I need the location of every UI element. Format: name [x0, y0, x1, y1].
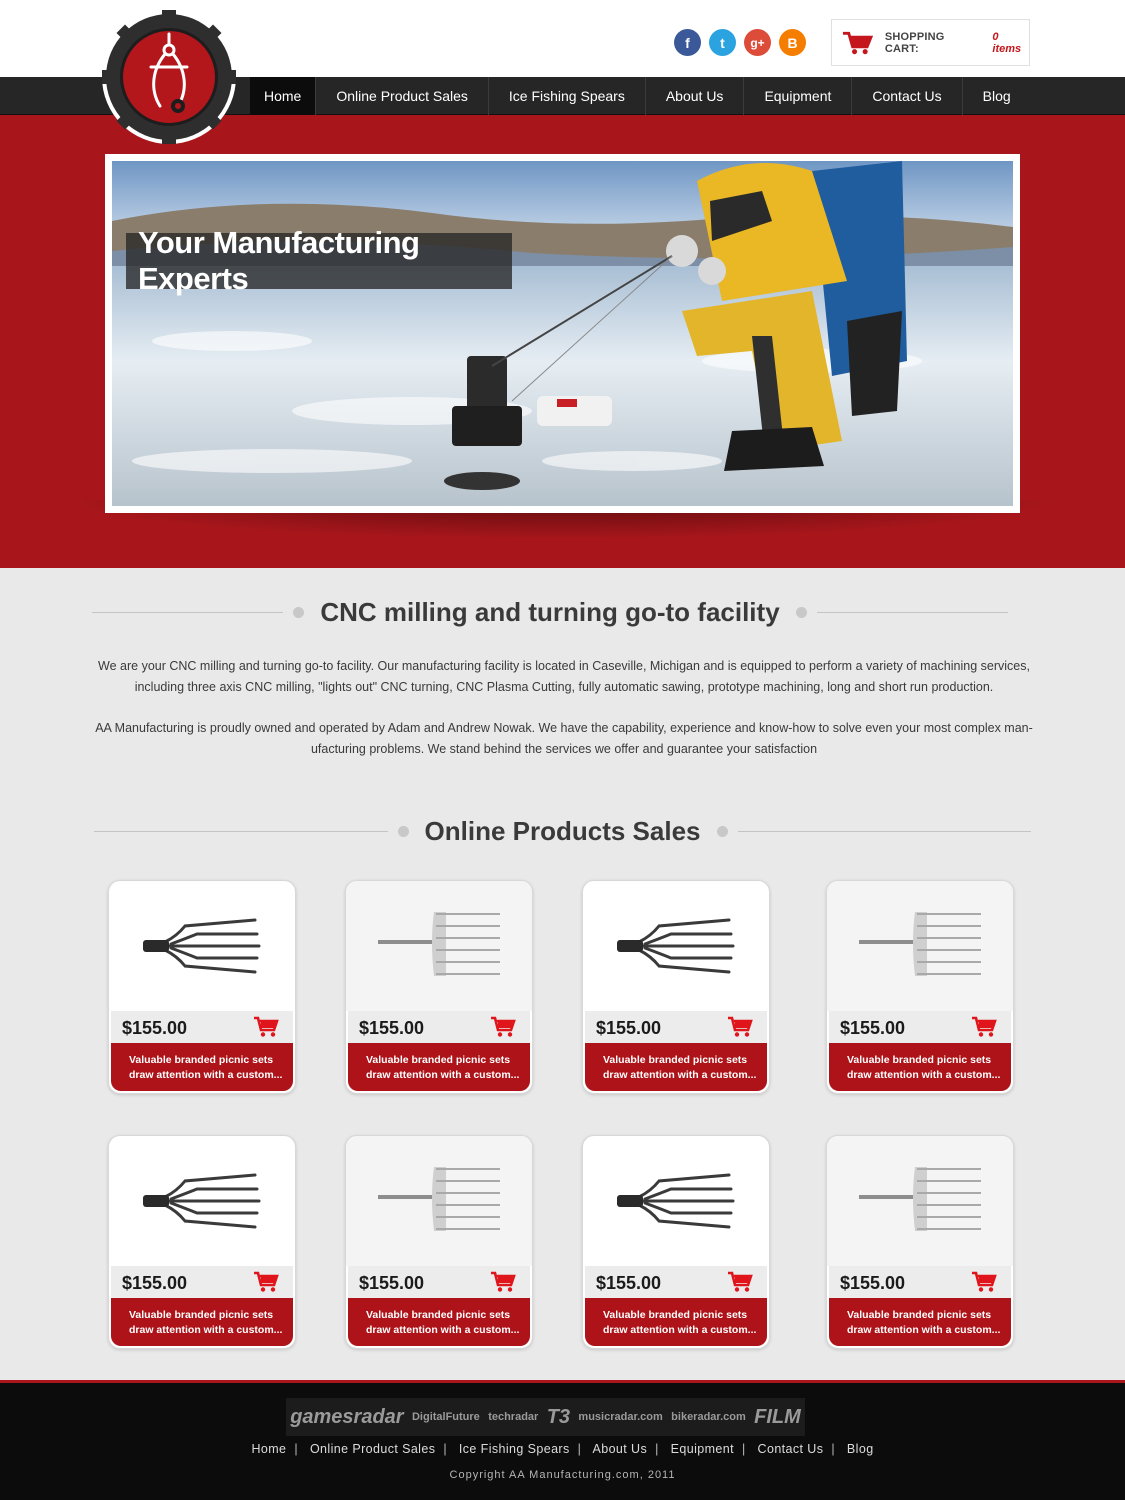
google-plus-icon[interactable]: g+	[744, 29, 771, 56]
copyright: Copyright AA Manufacturing.com, 2011	[449, 1469, 676, 1481]
blogger-icon[interactable]: B	[779, 29, 806, 56]
partner-logo[interactable]: musicradar.com	[578, 1411, 663, 1423]
hero-banner	[105, 154, 1020, 513]
nav-about-us[interactable]: About Us	[646, 77, 745, 115]
footer-link-contact-us[interactable]: Contact Us	[757, 1442, 824, 1456]
ice-fishing-spear-image[interactable]	[827, 1136, 1013, 1266]
nav-online-product-sales[interactable]: Online Product Sales	[316, 77, 489, 115]
products-heading	[94, 816, 1031, 846]
link-separator: |	[655, 1442, 659, 1456]
footer-link-ice-fishing-spears[interactable]: Ice Fishing Spears	[458, 1442, 570, 1456]
ice-fishing-spear-image[interactable]	[827, 881, 1013, 1011]
ice-fishing-spear-image[interactable]	[109, 881, 295, 1011]
partner-logos	[286, 1398, 805, 1436]
about-text	[90, 656, 1038, 759]
cart-label: SHOPPING CART:	[884, 30, 945, 55]
product-card[interactable]	[108, 1135, 296, 1349]
about-paragraph-2: AA Manufacturing is proudly owned and operated by Adam and Andrew Nowak. We have the capability, experience and know-how to solve even your most complex man-ufacturing problems. We stand behind the services we offer and guarantee your satisfaction	[95, 721, 1033, 756]
price-row	[829, 1011, 1011, 1043]
product-price: $155.00	[359, 1018, 425, 1038]
price-row	[348, 1266, 530, 1298]
footer-link-about-us[interactable]: About Us	[592, 1442, 648, 1456]
cart-item-count[interactable]: 0 items	[992, 30, 1022, 55]
link-separator: |	[742, 1442, 746, 1456]
nav-ice-fishing-spears[interactable]: Ice Fishing Spears	[489, 77, 646, 115]
product-card[interactable]	[826, 880, 1014, 1094]
partner-logo[interactable]: FILM	[754, 1405, 801, 1428]
price-row	[111, 1266, 293, 1298]
product-price: $155.00	[840, 1273, 906, 1293]
partner-logo[interactable]: T3	[546, 1405, 571, 1428]
product-price: $155.00	[596, 1273, 662, 1293]
description-line: draw attention with a custom...	[366, 1324, 520, 1336]
description-line: Valuable branded picnic sets	[603, 1309, 748, 1321]
ice-fishing-photo	[112, 161, 1013, 506]
footer	[0, 1380, 1125, 1500]
description-line: Valuable branded picnic sets	[847, 1309, 992, 1321]
ice-fishing-spear-image[interactable]	[583, 881, 769, 1011]
footer-nav	[0, 1442, 1125, 1456]
nav-blog[interactable]: Blog	[982, 88, 1011, 104]
add-to-cart-icon[interactable]	[971, 1016, 997, 1043]
link-separator: |	[443, 1442, 448, 1456]
product-card[interactable]	[826, 1135, 1014, 1349]
description-line: draw attention with a custom...	[129, 1069, 283, 1081]
heading-rule-left	[94, 831, 388, 832]
heading-dot-right	[717, 826, 728, 837]
product-description[interactable]	[348, 1298, 530, 1346]
description-line: draw attention with a custom...	[847, 1069, 1001, 1081]
heading-dot-right	[796, 607, 807, 618]
add-to-cart-icon[interactable]	[253, 1271, 279, 1298]
description-line: draw attention with a custom...	[603, 1324, 757, 1336]
product-description[interactable]	[348, 1043, 530, 1091]
heading-rule-right	[817, 612, 1008, 613]
heading-dot-left	[398, 826, 409, 837]
add-to-cart-icon[interactable]	[490, 1271, 516, 1298]
product-price: $155.00	[122, 1018, 188, 1038]
facebook-icon[interactable]: f	[674, 29, 701, 56]
description-line: draw attention with a custom...	[603, 1069, 757, 1081]
footer-link-home[interactable]: Home	[251, 1442, 287, 1456]
product-price: $155.00	[596, 1018, 662, 1038]
add-to-cart-icon[interactable]	[727, 1271, 753, 1298]
heading-dot-left	[293, 607, 304, 618]
footer-link-equipment[interactable]: Equipment	[670, 1442, 735, 1456]
heading-rule-left	[92, 612, 283, 613]
link-separator: |	[831, 1442, 836, 1456]
nav-equipment[interactable]: Equipment	[744, 77, 852, 115]
add-to-cart-icon[interactable]	[253, 1016, 279, 1043]
description-line: Valuable branded picnic sets	[847, 1054, 992, 1066]
description-line: Valuable branded picnic sets	[366, 1309, 511, 1321]
products-title: Online Products Sales	[424, 815, 701, 846]
add-to-cart-icon[interactable]	[490, 1016, 516, 1043]
link-separator: |	[294, 1442, 299, 1456]
link-separator: |	[577, 1442, 582, 1456]
add-to-cart-icon[interactable]	[727, 1016, 753, 1043]
partner-logo[interactable]: techradar	[488, 1411, 539, 1423]
shopping-cart-button[interactable]	[831, 19, 1030, 66]
add-to-cart-icon[interactable]	[971, 1271, 997, 1298]
price-row	[585, 1266, 767, 1298]
product-card[interactable]	[345, 1135, 533, 1349]
product-price: $155.00	[359, 1273, 425, 1293]
about-title: CNC milling and turning go-to facility	[320, 596, 780, 627]
description-line: Valuable branded picnic sets	[129, 1309, 274, 1321]
partner-logo[interactable]: bikeradar.com	[671, 1411, 746, 1423]
product-card[interactable]	[108, 880, 296, 1094]
product-description[interactable]	[829, 1298, 1011, 1346]
product-description[interactable]	[585, 1298, 767, 1346]
product-price: $155.00	[122, 1273, 188, 1293]
about-paragraph-1: We are your CNC milling and turning go-to facility. Our manufacturing facility is located in Caseville, Michigan and is equipped to perform a variety of machining services, including three axis CNC milling, "lights out" CNC turning, CNC Plasma Cutting, fully automatic sawing, prototype machining, long and short run production.	[98, 659, 1030, 694]
product-card[interactable]	[582, 880, 770, 1094]
product-card[interactable]	[582, 1135, 770, 1349]
description-line: Valuable branded picnic sets	[129, 1054, 274, 1066]
description-line: draw attention with a custom...	[129, 1324, 283, 1336]
description-line: Valuable branded picnic sets	[603, 1054, 748, 1066]
twitter-icon[interactable]: t	[709, 29, 736, 56]
footer-link-online-product-sales[interactable]: Online Product Sales	[309, 1442, 436, 1456]
nav-home[interactable]: Home	[250, 77, 316, 115]
heading-rule-right	[738, 831, 1032, 832]
ice-fishing-spear-image[interactable]	[346, 881, 532, 1011]
shopping-cart-icon	[842, 30, 873, 56]
hero-title: Your Manufacturing Experts	[126, 233, 512, 289]
ice-fishing-spear-image[interactable]	[583, 1136, 769, 1266]
site-logo[interactable]	[102, 10, 236, 144]
product-description[interactable]	[585, 1043, 767, 1091]
about-heading	[92, 597, 1008, 627]
footer-link-blog[interactable]: Blog	[846, 1442, 874, 1456]
description-line: draw attention with a custom...	[366, 1069, 520, 1081]
price-row	[829, 1266, 1011, 1298]
product-description[interactable]	[111, 1298, 293, 1346]
partner-logo[interactable]: gamesradar	[290, 1405, 404, 1428]
product-description[interactable]	[111, 1043, 293, 1091]
social-links	[674, 29, 806, 56]
description-line: Valuable branded picnic sets	[366, 1054, 511, 1066]
product-price: $155.00	[840, 1018, 906, 1038]
ice-fishing-spear-image[interactable]	[346, 1136, 532, 1266]
price-row	[348, 1011, 530, 1043]
product-description[interactable]	[829, 1043, 1011, 1091]
main-nav	[250, 77, 1031, 115]
partner-logo[interactable]: DigitalFuture	[411, 1411, 480, 1423]
price-row	[585, 1011, 767, 1043]
product-card[interactable]	[345, 880, 533, 1094]
hero-scene	[112, 161, 1013, 506]
price-row	[111, 1011, 293, 1043]
nav-contact-us[interactable]: Contact Us	[852, 77, 962, 115]
ice-fishing-spear-image[interactable]	[109, 1136, 295, 1266]
caliper-icon	[102, 10, 236, 144]
description-line: draw attention with a custom...	[847, 1324, 1001, 1336]
